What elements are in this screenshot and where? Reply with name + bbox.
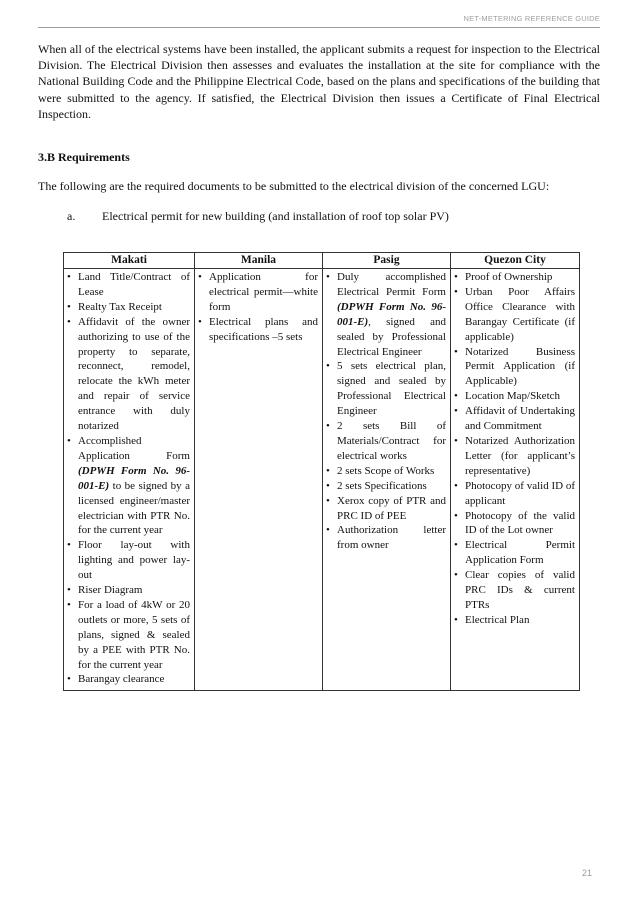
list-item (67, 315, 190, 434)
list-item (454, 270, 575, 285)
bullet-icon: • (67, 584, 71, 597)
bullet-icon: • (454, 509, 458, 522)
pasig-cell (323, 269, 451, 691)
list-item-text: Electrical permit for new building (and installation of roof top solar PV) (102, 209, 449, 223)
requirement-text: Accomplished Application Form (78, 434, 190, 462)
list-item (454, 568, 575, 613)
bullet-icon: • (454, 285, 458, 298)
list-item (454, 509, 575, 539)
bullet-icon: • (454, 569, 458, 582)
list-item (326, 479, 446, 494)
requirement-text: Photocopy of the valid ID of the Lot owner (465, 509, 575, 537)
requirement-text: 5 sets electrical plan, signed and sealed by Professional Electrical Engineer (337, 360, 446, 418)
requirement-text: Affidavit of Undertaking and Commitment (465, 405, 575, 433)
list-item (326, 464, 446, 479)
bullet-icon: • (454, 390, 458, 403)
bullet-icon: • (326, 464, 330, 477)
list-item (454, 389, 575, 404)
list-item (67, 300, 190, 315)
list-item (326, 359, 446, 419)
requirement-text: Application for electrical permit—white form (209, 271, 318, 313)
bullet-icon: • (67, 598, 71, 611)
bullet-icon: • (326, 479, 330, 492)
bullet-icon: • (326, 420, 330, 433)
requirement-text: Photocopy of valid ID of applicant (465, 479, 575, 507)
quezon-city-requirements-list (454, 270, 575, 628)
list-item (67, 434, 190, 538)
list-item (67, 538, 190, 583)
manila-requirements-list (198, 270, 318, 345)
header-divider (38, 27, 600, 28)
bullet-icon: • (326, 494, 330, 507)
requirement-text: Floor lay-out with lighting and power lay-out (78, 539, 190, 582)
list-item (67, 598, 190, 673)
intro-paragraph: When all of the electrical systems have been installed, the applicant submits a request for inspection to the Electrical Division. The Electrical Division then assesses and evaluates the installation at the site for compliance with the National Building Code and the Philippine Electrical Code, based on the plans and specifications of the building that were submitted to the agency. If satisfied, the Electrical Division then issues a Certificate of Final Electrical Inspection. (38, 42, 600, 121)
requirement-text: , signed and sealed by Professional Electrical Engineer (337, 315, 446, 358)
requirement-text: Riser Diagram (78, 584, 143, 597)
column-header-manila: Manila (195, 253, 323, 269)
requirement-text: Electrical plans and specifications –5 sets (209, 315, 318, 343)
requirement-text: Clear copies of valid PRC IDs & current PTRs (465, 569, 575, 611)
list-item (67, 583, 190, 598)
list-item (198, 315, 318, 345)
bullet-icon: • (67, 315, 71, 328)
requirement-text: Notarized Business Permit Application (if Applicable) (465, 345, 575, 388)
column-header-makati: Makati (64, 253, 195, 269)
manila-cell (195, 269, 323, 691)
list-item (454, 285, 575, 345)
list-item (326, 523, 446, 553)
bullet-icon: • (454, 405, 458, 418)
requirement-text: Notarized Authorization Letter (for applicant’s representative) (465, 434, 575, 477)
bullet-icon: • (198, 315, 202, 328)
column-header-pasig: Pasig (323, 253, 451, 269)
bullet-icon: • (454, 479, 458, 492)
list-item (67, 672, 190, 687)
list-item (67, 270, 190, 300)
requirement-text: Affidavit of the owner authorizing to use of the property to separate, reconnect, remodel, relocate the kWh meter and repair of service entrance with duly notarized (78, 315, 190, 433)
bullet-icon: • (454, 613, 458, 626)
bullet-icon: • (67, 271, 71, 283)
list-item (454, 538, 575, 568)
requirement-text: 2 sets Specifications (337, 479, 427, 492)
bullet-icon: • (454, 539, 458, 552)
page-number: 21 (581, 868, 592, 878)
bullet-icon: • (454, 271, 458, 283)
list-item (454, 404, 575, 434)
list-item (454, 613, 575, 628)
bullet-icon: • (326, 524, 330, 537)
requirement-text: Location Map/Sketch (465, 390, 561, 403)
requirements-table (63, 252, 580, 691)
requirement-text: Realty Tax Receipt (78, 300, 162, 313)
bullet-icon: • (67, 673, 71, 686)
table-header-row (64, 253, 580, 269)
bullet-icon: • (326, 271, 330, 283)
requirement-text: Duly accomplished Electrical Permit Form (337, 271, 446, 298)
makati-requirements-list (67, 270, 190, 687)
bullet-icon: • (198, 271, 202, 283)
requirement-text: Electrical Plan (465, 613, 530, 626)
list-item (326, 494, 446, 524)
quezon-city-cell (451, 269, 580, 691)
list-item (454, 434, 575, 479)
requirement-text: Authorization letter from owner (337, 524, 446, 552)
requirement-text: Barangay clearance (78, 673, 165, 686)
bullet-icon: • (67, 434, 71, 447)
list-item-a (67, 209, 449, 224)
table-row (64, 269, 580, 691)
bullet-icon: • (67, 539, 71, 552)
list-item (454, 345, 575, 390)
bullet-icon: • (326, 360, 330, 373)
section-lead-paragraph: The following are the required documents to be submitted to the electrical division of the concerned LGU: (38, 179, 550, 193)
form-reference: (DPWH Form No. 96-001-E) (337, 300, 446, 328)
requirement-text: Proof of Ownership (465, 271, 553, 283)
list-item (326, 419, 446, 464)
form-reference: (DPWH Form No. 96-001-E) (78, 464, 190, 492)
requirement-text: For a load of 4kW or 20 outlets or more, 5 sets of plans, signed & sealed by a PEE with PTR No. for the current year (78, 598, 190, 671)
list-item (454, 479, 575, 509)
requirement-text: Electrical Permit Application Form (465, 539, 575, 567)
list-item (198, 270, 318, 315)
requirement-text: 2 sets Scope of Works (337, 464, 435, 477)
requirement-text: to be signed by a licensed engineer/master electrician with PTR No. for the current year (78, 479, 191, 537)
bullet-icon: • (454, 434, 458, 447)
requirement-text: Land Title/Contract of Lease (78, 271, 190, 298)
requirement-text: 2 sets Bill of Materials/Contract for electrical works (337, 420, 446, 462)
section-heading: 3.B Requirements (38, 150, 130, 164)
requirement-text: Urban Poor Affairs Office Clearance with Barangay Certificate (if applicable) (465, 285, 575, 343)
list-item-label: a. (67, 209, 76, 223)
list-item (326, 270, 446, 359)
column-header-quezon-city: Quezon City (451, 253, 580, 269)
bullet-icon: • (67, 300, 71, 313)
bullet-icon: • (454, 345, 458, 358)
requirement-text: Xerox copy of PTR and PRC ID of PEE (337, 494, 446, 522)
pasig-requirements-list (326, 270, 446, 553)
makati-cell (64, 269, 195, 691)
running-header: NET-METERING REFERENCE GUIDE (463, 14, 600, 23)
